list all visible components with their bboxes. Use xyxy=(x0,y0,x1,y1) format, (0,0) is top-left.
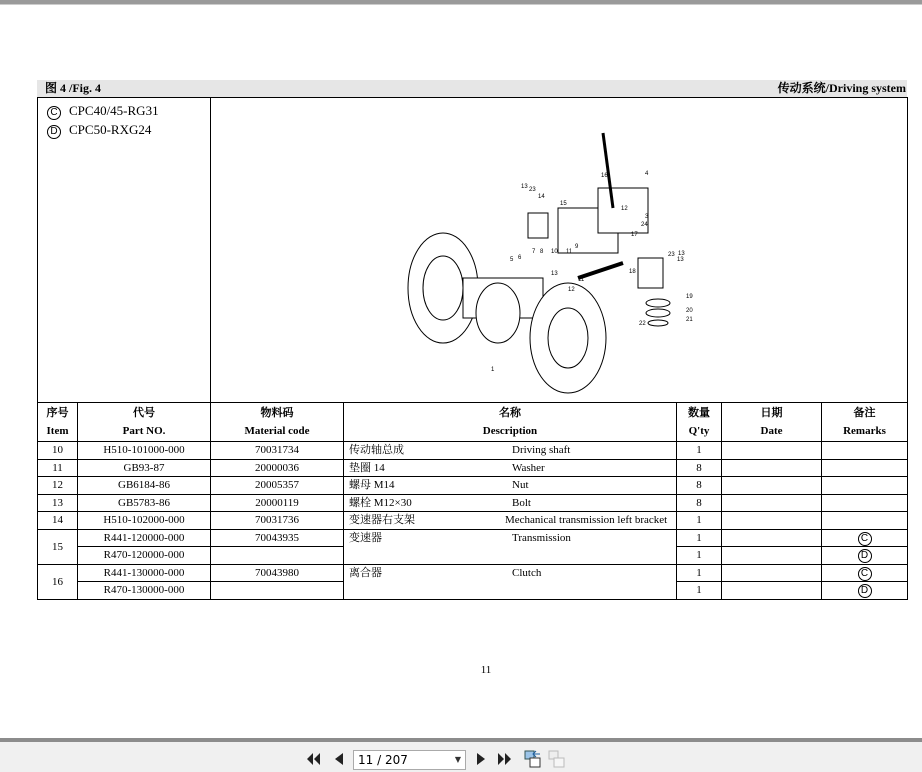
description-cn: 变速器 xyxy=(349,531,382,544)
table-row xyxy=(38,494,908,512)
description-en: Nut xyxy=(512,479,529,491)
qty-cell: 1 xyxy=(677,512,722,530)
page-selector[interactable] xyxy=(353,750,466,770)
item-cell: 11 xyxy=(38,459,78,477)
item-cell: 13 xyxy=(38,494,78,512)
header-cn: 名称 xyxy=(499,407,521,419)
table-row xyxy=(38,512,908,530)
description-cell xyxy=(344,564,677,599)
callout-number: 10 xyxy=(551,249,558,255)
description-cell xyxy=(344,459,677,477)
pdf-navigation-toolbar xyxy=(0,738,922,772)
qty-cell: 8 xyxy=(677,477,722,495)
qty-cell: 1 xyxy=(677,564,722,582)
callout-number: 6 xyxy=(518,255,522,261)
figure-header xyxy=(37,80,907,97)
qty-cell: 8 xyxy=(677,494,722,512)
callout-number: 23 xyxy=(529,187,536,193)
callout-number: 9 xyxy=(575,244,579,250)
model-legend xyxy=(38,98,211,403)
column-header xyxy=(344,403,677,442)
description-en: Bolt xyxy=(512,496,531,509)
header-en: Part NO. xyxy=(122,425,166,437)
description-cn: 离合器 xyxy=(349,566,382,579)
date-cell xyxy=(722,547,822,565)
date-cell xyxy=(722,459,822,477)
chevron-down-icon[interactable]: ▼ xyxy=(454,755,461,764)
go-back-view-icon[interactable] xyxy=(524,750,542,768)
part-no-cell: GB93-87 xyxy=(78,459,211,477)
part-no-cell: GB5783-86 xyxy=(78,494,211,512)
table-row xyxy=(38,442,908,460)
remarks-cell xyxy=(822,582,908,600)
column-header xyxy=(78,403,211,442)
date-cell xyxy=(722,494,822,512)
description-en: Clutch xyxy=(512,566,542,579)
callout-number: 23 xyxy=(668,252,675,258)
page-number: 11 xyxy=(480,664,492,676)
header-cn: 备注 xyxy=(853,407,876,419)
column-header xyxy=(722,403,822,442)
description-cn: 螺栓 M12×30 xyxy=(349,496,412,509)
figure-label: 图 4 /Fig. 4 xyxy=(45,81,101,95)
header-cn: 序号 xyxy=(46,407,69,419)
remarks-cell xyxy=(822,442,908,460)
callout-number: 1 xyxy=(491,367,495,373)
circled-mark: C xyxy=(47,106,61,120)
callout-number: 5 xyxy=(510,257,514,263)
callout-number: 12 xyxy=(621,206,628,212)
callout-number: 4 xyxy=(645,171,649,177)
model-name: CPC40/45-RG31 xyxy=(69,103,159,118)
remarks-cell xyxy=(822,459,908,477)
remarks-cell xyxy=(822,547,908,565)
qty-cell: 1 xyxy=(677,529,722,547)
window-top-border xyxy=(0,0,922,5)
model-item xyxy=(47,120,210,139)
first-page-icon[interactable] xyxy=(306,752,320,766)
callout-number: 24 xyxy=(641,222,648,228)
item-cell: 12 xyxy=(38,477,78,495)
callout-number: 13 xyxy=(551,271,558,277)
item-cell: 15 xyxy=(38,529,78,564)
callout-number: 17 xyxy=(631,232,638,238)
column-header xyxy=(677,403,722,442)
material-code-cell: 70031736 xyxy=(211,512,344,530)
next-page-icon[interactable] xyxy=(474,752,488,766)
exploded-parts-diagram xyxy=(383,113,703,398)
header-en: Material code xyxy=(244,425,310,437)
description-cell xyxy=(344,442,677,460)
circled-mark: D xyxy=(858,549,872,563)
table-row xyxy=(38,529,908,547)
date-cell xyxy=(722,564,822,582)
parts-table xyxy=(37,402,908,600)
description-en: Driving shaft xyxy=(512,444,571,456)
table-row xyxy=(38,564,908,582)
qty-cell: 1 xyxy=(677,547,722,565)
material-code-cell: 20000036 xyxy=(211,459,344,477)
description-cell xyxy=(344,529,677,564)
part-no-cell: R441-120000-000 xyxy=(78,529,211,547)
description-cn: 垫圈 14 xyxy=(349,461,385,474)
header-en: Description xyxy=(482,425,538,437)
qty-cell: 1 xyxy=(677,582,722,600)
header-cn: 物料码 xyxy=(260,407,294,419)
callout-number: 20 xyxy=(686,308,693,314)
page-display: 11 / 207 xyxy=(358,753,408,767)
remarks-cell xyxy=(822,529,908,547)
callout-number: 7 xyxy=(532,249,536,255)
description-cn: 螺母 M14 xyxy=(349,479,395,491)
callout-number: 11 xyxy=(566,249,573,255)
date-cell xyxy=(722,529,822,547)
callout-number: 19 xyxy=(686,294,693,300)
part-no-cell: R441-130000-000 xyxy=(78,564,211,582)
material-code-cell: 70031734 xyxy=(211,442,344,460)
header-en: Q'ty xyxy=(688,425,710,437)
circled-mark: C xyxy=(858,567,872,581)
description-en: Mechanical transmission left bracket xyxy=(505,514,668,526)
description-cell xyxy=(344,477,677,495)
figure-frame xyxy=(37,97,908,403)
previous-page-icon[interactable] xyxy=(332,752,346,766)
header-en: Item xyxy=(46,425,69,437)
description-cn: 传动轴总成 xyxy=(349,444,404,456)
material-code-cell xyxy=(211,582,344,600)
callout-number: 8 xyxy=(540,249,544,255)
column-header xyxy=(822,403,908,442)
date-cell xyxy=(722,582,822,600)
material-code-cell: 70043980 xyxy=(211,564,344,582)
remarks-cell xyxy=(822,494,908,512)
go-forward-view-icon[interactable] xyxy=(548,750,566,768)
column-header xyxy=(211,403,344,442)
part-no-cell: H510-101000-000 xyxy=(78,442,211,460)
date-cell xyxy=(722,442,822,460)
column-header xyxy=(38,403,78,442)
item-cell: 10 xyxy=(38,442,78,460)
header-en: Date xyxy=(760,425,783,437)
callout-number: 16 xyxy=(601,173,608,179)
circled-mark: D xyxy=(47,125,61,139)
item-cell: 14 xyxy=(38,512,78,530)
header-cn: 代号 xyxy=(133,407,155,419)
part-no-cell: GB6184-86 xyxy=(78,477,211,495)
callout-number: 22 xyxy=(639,321,646,327)
description-cn: 变速器右支架 xyxy=(349,514,415,526)
item-cell: 16 xyxy=(38,564,78,599)
description-en: Transmission xyxy=(512,531,571,544)
model-item xyxy=(47,101,210,120)
remarks-cell xyxy=(822,512,908,530)
circled-mark: D xyxy=(858,584,872,598)
table-row xyxy=(38,459,908,477)
description-cell xyxy=(344,494,677,512)
material-code-cell xyxy=(211,547,344,565)
header-cn: 日期 xyxy=(760,407,783,419)
header-cn: 数量 xyxy=(688,407,710,419)
callout-number: 13 xyxy=(678,251,685,257)
qty-cell: 1 xyxy=(677,442,722,460)
section-title: 传动系统/Driving system xyxy=(777,81,906,95)
material-code-cell: 70043935 xyxy=(211,529,344,547)
table-row xyxy=(38,477,908,495)
last-page-icon[interactable] xyxy=(498,752,512,766)
part-no-cell: R470-120000-000 xyxy=(78,547,211,565)
remarks-cell xyxy=(822,477,908,495)
description-en: Washer xyxy=(512,461,545,474)
qty-cell: 8 xyxy=(677,459,722,477)
part-no-cell: R470-130000-000 xyxy=(78,582,211,600)
part-no-cell: H510-102000-000 xyxy=(78,512,211,530)
callout-number: 13 xyxy=(521,184,528,190)
material-code-cell: 20005357 xyxy=(211,477,344,495)
callout-number: 13 xyxy=(677,257,684,263)
date-cell xyxy=(722,512,822,530)
header-en: Remarks xyxy=(843,425,886,437)
callout-number: 18 xyxy=(629,269,636,275)
callout-number: 21 xyxy=(686,317,693,323)
callout-number: 11 xyxy=(578,277,585,283)
callout-number: 3 xyxy=(645,214,649,220)
circled-mark: C xyxy=(858,532,872,546)
remarks-cell xyxy=(822,564,908,582)
callout-number: 14 xyxy=(538,194,545,200)
description-cell xyxy=(344,512,677,530)
callout-number: 15 xyxy=(560,201,567,207)
callout-number: 12 xyxy=(568,287,575,293)
model-name: CPC50-RXG24 xyxy=(69,122,152,137)
material-code-cell: 20000119 xyxy=(211,494,344,512)
date-cell xyxy=(722,477,822,495)
